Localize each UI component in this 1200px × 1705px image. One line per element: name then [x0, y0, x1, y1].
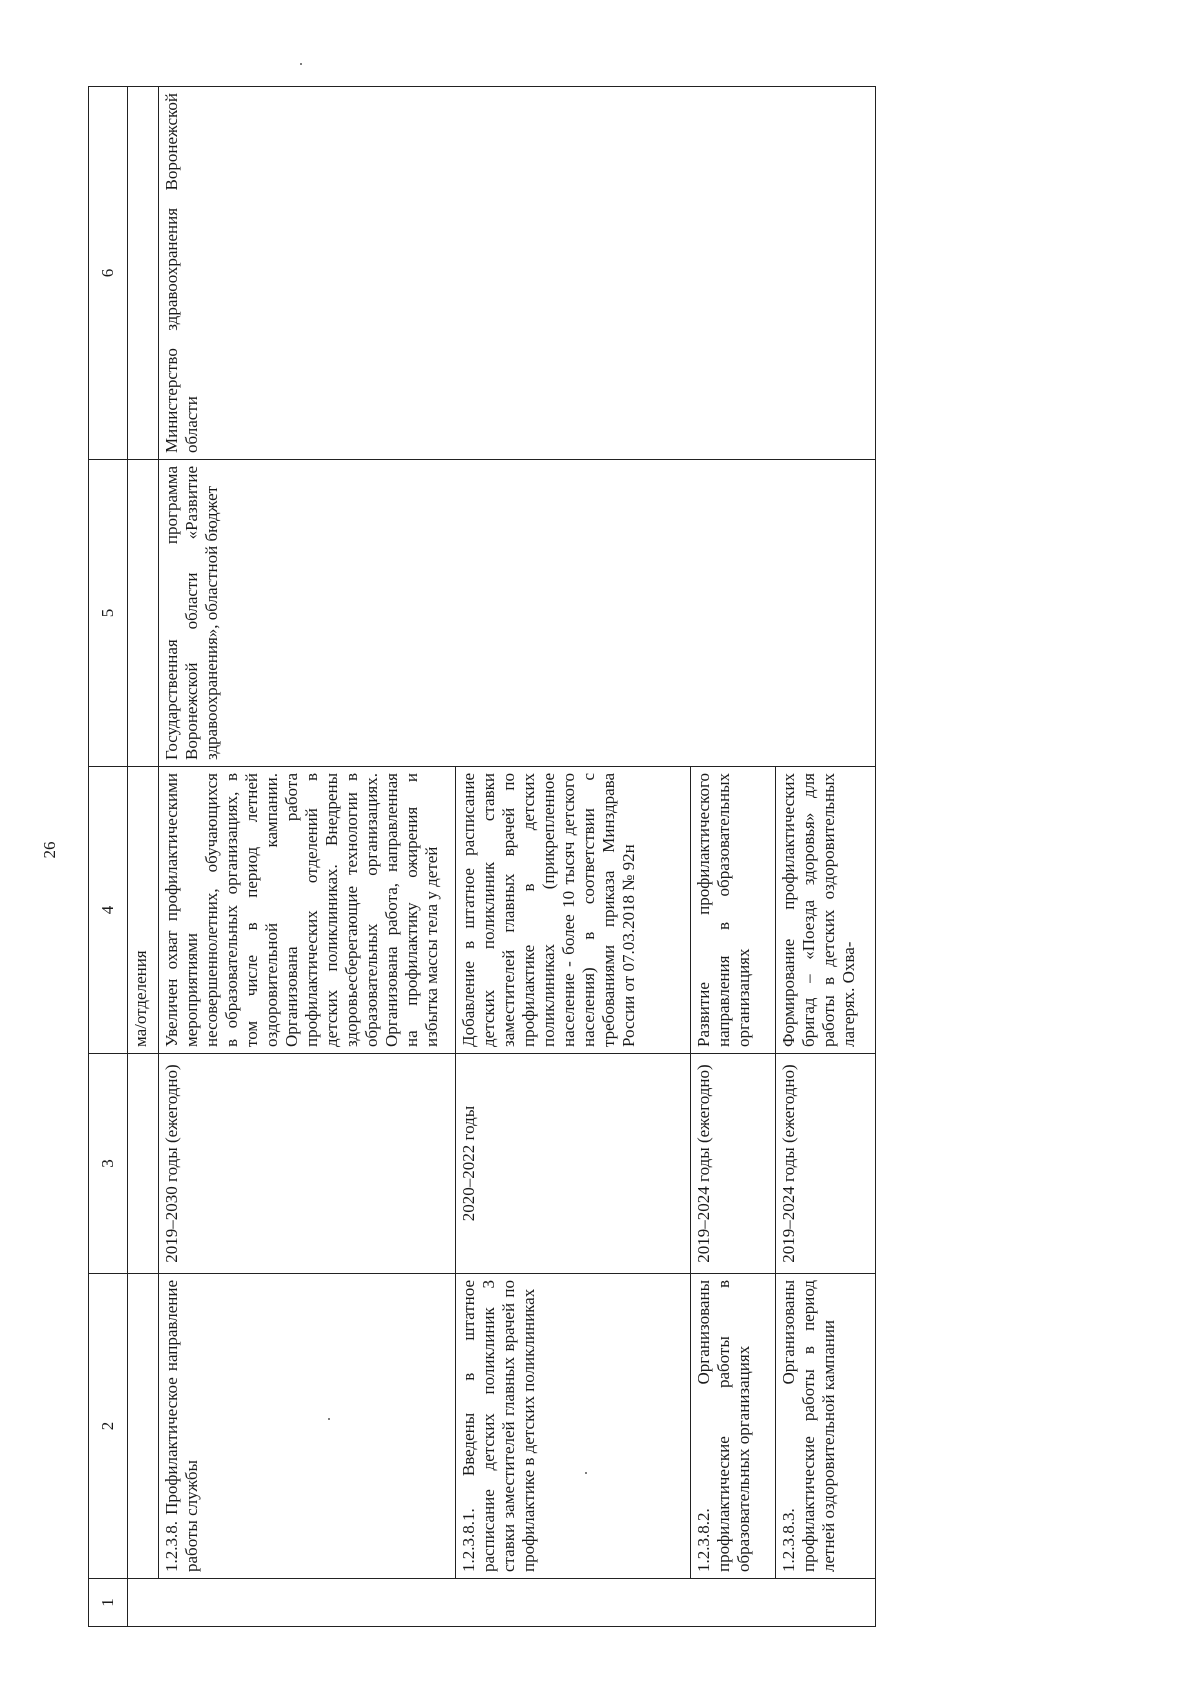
- rotated-sheet: [88, 87, 1178, 1627]
- measure-cell: 1.2.3.8. Профилактическое направление работы службы: [159, 1274, 456, 1579]
- result-cell: Развитие профилактического направления в образовательных организациях: [691, 767, 776, 1054]
- period-cell: 2019–2024 годы (ежегодно): [776, 1054, 876, 1274]
- result-cell: Увеличен охват профилактическими мероприятиями несовершеннолетних, обучающихся в образовательных организациях, в том числе в период летней оздоровительной кампании. Организована работа профилактических отделений в детских поликлиниках. Внедрены здоровьесберегающие технологии в образовательных организациях. Организована работа, направленная на профилактику ожирения и избытка массы тела у детей: [159, 767, 456, 1054]
- table-cell: [128, 1274, 159, 1579]
- table-cell: [128, 460, 159, 767]
- table-cell: ма/отделения: [128, 767, 159, 1054]
- column-number: 2: [89, 1274, 128, 1579]
- period-cell: 2019–2024 годы (ежегодно): [691, 1054, 776, 1274]
- table-cell: [128, 87, 159, 460]
- table-cell: [128, 1054, 159, 1274]
- measure-cell: 1.2.3.8.2. Организованы профилактические работы в образовательных организациях: [691, 1274, 776, 1579]
- period-cell: 2019–2030 годы (ежегодно): [159, 1054, 456, 1274]
- measure-cell: 1.2.3.8.1. Введены в штатное расписание детских поликлиник 3 ставки заместителей главных врачей по профилактике в детских поликлиниках: [456, 1274, 691, 1579]
- result-cell: Формирование профилактических бригад – «Поезда здоровья» для работы в детских оздоровительных лагерях. Охва-: [776, 767, 876, 1054]
- column-1-cell: [128, 1579, 876, 1627]
- column-number: 3: [89, 1054, 128, 1274]
- column-number-row: [89, 87, 128, 1627]
- column-number: 5: [89, 460, 128, 767]
- column-number: 4: [89, 767, 128, 1054]
- column-number: 6: [89, 87, 128, 460]
- period-cell: 2020–2022 годы: [456, 1054, 691, 1274]
- measure-cell: 1.2.3.8.3. Организованы профилактические работы в период летней оздоровительной кампании: [776, 1274, 876, 1579]
- page-number: 26: [40, 841, 59, 859]
- column-number: 1: [89, 1579, 128, 1627]
- plan-table: [88, 86, 876, 1627]
- responsible-cell: Министерство здравоохранения Воронежской области: [159, 87, 876, 460]
- result-cell: Добавление в штатное расписание детских поликлиник ставки заместителей главных врачей по профилактике в детских поликлиниках (прикрепленное население - более 10 тысяч детского населения) в соответствии с требованиями приказа Минздрава России от 07.03.2018 № 92н: [456, 767, 691, 1054]
- table-row: [159, 87, 456, 1627]
- source-cell: Государственная программа Воронежской области «Развитие здравоохранения», областной бюджет: [159, 460, 876, 767]
- scan-speck: [300, 63, 302, 65]
- continuation-row: [128, 87, 159, 1627]
